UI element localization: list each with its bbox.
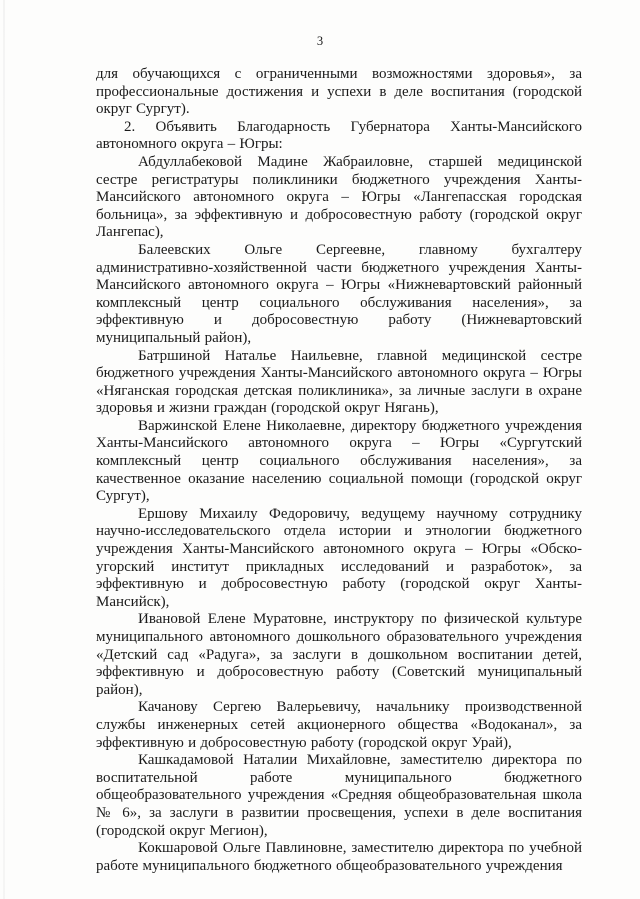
paragraph-ershov: Ершову Михаилу Федоровичу, ведущему научному сотруднику научно-исследовательского отдела истории и этнологии бюджетного учреждения Ханты-Мансийского автономного округа – Югры «Обско-угорский институт прикладных исследований и разработок», за эффективную и добросовестную работу (городской округ Ханты-Мансийск),	[96, 505, 582, 610]
paragraph-kachanov: Качанову Сергею Валерьевичу, начальнику производственной службы инженерных сетей акционерного общества «Водоканал», за эффективную и добросовестную работу (городской округ Урай),	[96, 699, 582, 751]
paragraph-continuation: для обучающихся с ограниченными возможностями здоровья», за профессиональные достижения и успехи в деле воспитания (городской округ Сургут).	[96, 66, 582, 118]
paragraph-ivanova: Ивановой Елене Муратовне, инструктору по физической культуре муниципального автономного дошкольного образовательного учреждения «Детский сад «Радуга», за заслуги в дошкольном воспитании детей, эффективную и добросовестную работу (Советский муниципальный район),	[96, 611, 582, 698]
paragraph-kashkadamova: Кашкадамовой Наталии Михайловне, заместителю директора по воспитательной работе муниципального бюджетного общеобразовательного учреждения «Средняя общеобразовательная школа № 6», за заслуги в развитии просвещения, успехи в деле воспитания (городской округ Мегион),	[96, 752, 582, 839]
paragraph-batrshina: Батршиной Наталье Наильевне, главной медицинской сестре бюджетного учреждения Ханты-Мансийского автономного округа – Югры «Няганская городская детская поликлиника», за личные заслуги в охране здоровья и жизни граждан (городской округ Нягань),	[96, 347, 582, 417]
paragraph-item-2: 2. Объявить Благодарность Губернатора Ханты-Мансийского автономного округа – Югры:	[96, 118, 582, 153]
paragraph-varzhinskaya: Варжинской Елене Николаевне, директору бюджетного учреждения Ханты-Мансийского автономного округа – Югры «Сургутский комплексный центр социального обслуживания населения», за качественное оказание населению социальной помощи (городской округ Сургут),	[96, 417, 582, 505]
paragraph-abdullabekova: Абдуллабековой Мадине Жабраиловне, старшей медицинской сестре регистратуры поликлиники бюджетного учреждения Ханты-Мансийского автономного округа – Югры «Лангепасская городская больница», за эффективную и добросовестную работу (городской округ Лангепас),	[96, 153, 582, 241]
page-number: 3	[316, 34, 324, 48]
paragraph-koksharova: Кокшаровой Ольге Павлиновне, заместителю директора по учебной работе муниципального бюджетного общеобразовательного учреждения	[96, 840, 582, 874]
document-body	[96, 66, 582, 875]
paragraph-baleevskikh: Балеевских Ольге Сергеевне, главному бухгалтеру административно-хозяйственной части бюджетного учреждения Ханты-Мансийского автономного округа – Югры «Нижневартовский районный комплексный центр социального обслуживания населения», за эффективную и добросовестную работу (Нижневартовский муниципальный район),	[96, 241, 582, 346]
scan-margin-shadow	[3, 0, 5, 899]
